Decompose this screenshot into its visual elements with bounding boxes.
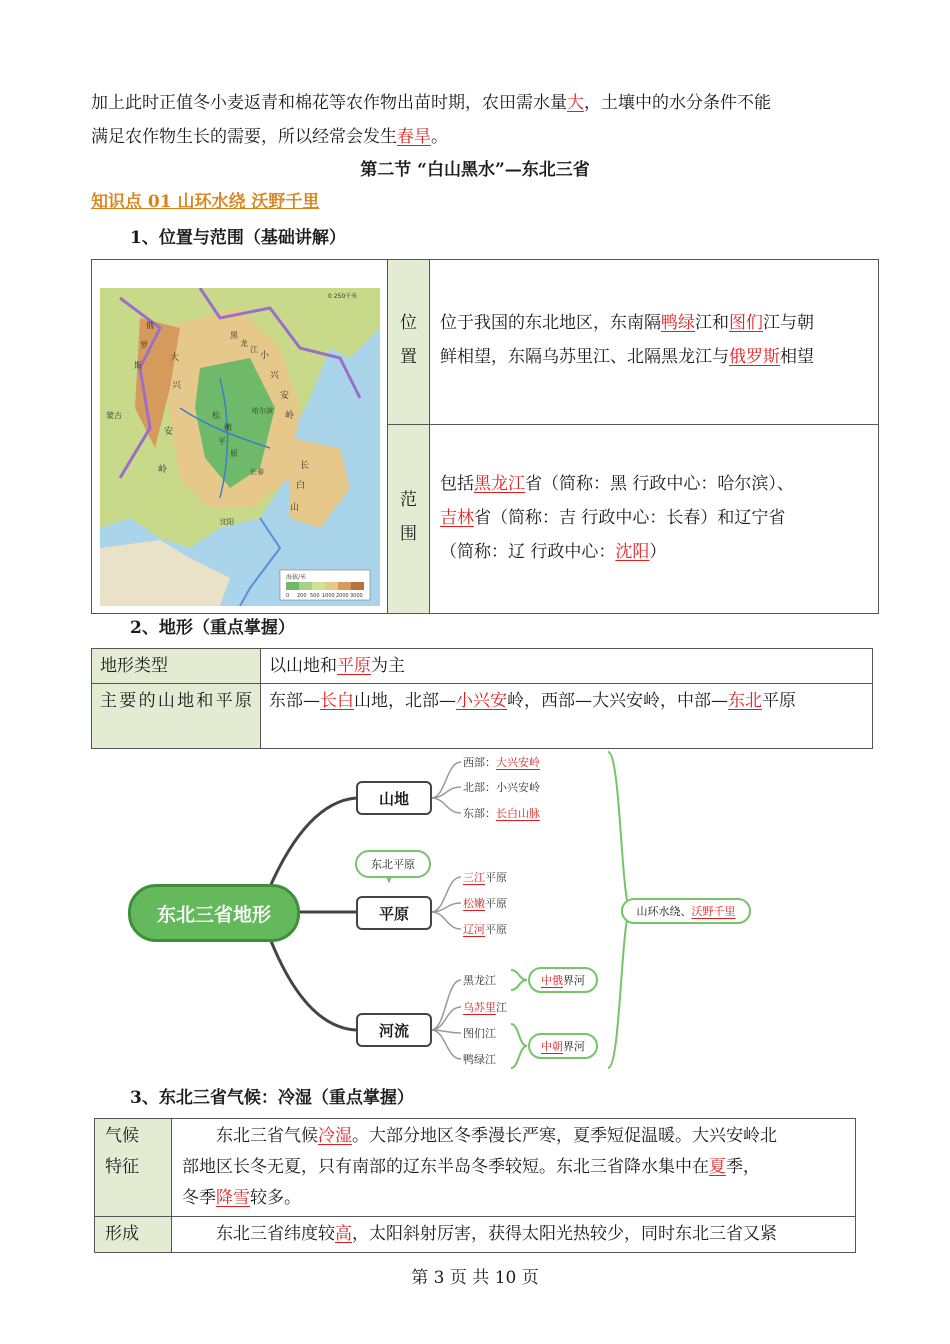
range-label-cell <box>387 424 430 614</box>
svg-text:岭: 岭 <box>158 465 168 475</box>
range-line-1: 包括黑龙江省（简称：黑 行政中心：哈尔滨）、 <box>440 474 794 494</box>
svg-text:蒙古: 蒙古 <box>106 411 122 420</box>
svg-text:嫩: 嫩 <box>224 423 232 432</box>
river-leaf-tumen: 图们江 <box>463 1027 496 1040</box>
terrain-type-label: 地形类型 <box>92 649 261 684</box>
svg-text:平: 平 <box>218 437 226 446</box>
mindmap-node-river: 河流 <box>356 1013 432 1047</box>
range-label: 范 围 <box>400 490 417 544</box>
mountain-leaf-north: 北部：小兴安岭 <box>463 781 540 794</box>
climate-formation-label: 形成 <box>95 1217 172 1253</box>
range-line-2: 吉林省（简称：吉 行政中心：长春）和辽宁省 <box>440 508 786 528</box>
location-line-2: 鲜相望，东隔乌苏里江、北隔黑龙江与俄罗斯相望 <box>440 347 814 367</box>
svg-text:沈阳: 沈阳 <box>220 518 234 526</box>
border-river-china-korea: 中朝 界河 <box>528 1033 598 1059</box>
location-label: 位 置 <box>400 313 417 367</box>
svg-text:江: 江 <box>250 345 258 354</box>
section-title: 第二节 “白山黑水”—东北三省 <box>360 160 590 180</box>
svg-text:3000: 3000 <box>350 593 363 599</box>
svg-text:长: 长 <box>300 461 310 471</box>
plain-leaf-liaohe: 辽河平原 <box>463 923 507 936</box>
terrain-type-value: 以山地和平原为主 <box>261 649 873 684</box>
intro-line-1: 加上此时正值冬小麦返青和棉花等农作物出苗时期，农田需水量大，土壤中的水分条件不能 <box>91 93 771 113</box>
svg-text:200: 200 <box>297 593 307 599</box>
sub-heading-climate: 3、东北三省气候：冷湿（重点掌握） <box>130 1088 414 1108</box>
mountain-leaf-west: 西部：大兴安岭 <box>463 756 540 769</box>
northeast-map <box>100 288 380 606</box>
sub-heading-location: 1、位置与范围（基础讲解） <box>130 228 346 248</box>
mindmap-node-mountain: 山地 <box>356 781 432 815</box>
svg-text:黑: 黑 <box>230 331 238 340</box>
climate-feature-value: 东北三省气候冷湿。大部分地区冬季漫长严寒，夏季短促温暖。大兴安岭北 部地区长冬无夏，只有南部的辽东半岛冬季较短。东北三省降水集中在夏季， 冬季降雪较多。 <box>172 1119 856 1217</box>
svg-text:原: 原 <box>230 449 238 458</box>
climate-feature-label: 气候 特征 <box>95 1119 172 1217</box>
location-table <box>91 259 879 614</box>
mindmap-root: 东北三省地形 <box>128 884 300 942</box>
range-line-3: （简称：辽 行政中心：沈阳） <box>440 542 667 562</box>
svg-text:俄: 俄 <box>146 321 154 330</box>
svg-text:2000: 2000 <box>336 593 349 599</box>
terrain-table <box>91 648 873 749</box>
range-content-cell <box>429 424 879 614</box>
terrain-row-main <box>92 684 873 749</box>
mindmap-node-plain: 平原 <box>356 896 432 930</box>
svg-text:安: 安 <box>164 427 174 437</box>
svg-text:0 250千米: 0 250千米 <box>328 293 358 300</box>
location-line-1: 位于我国的东北地区，东南隔鸭绿江和图们江与朝 <box>440 313 814 333</box>
river-leaf-heilongjiang: 黑龙江 <box>463 974 496 987</box>
svg-text:1000: 1000 <box>322 593 335 599</box>
svg-text:岭: 岭 <box>285 411 295 421</box>
location-content-cell <box>429 259 879 425</box>
map-cell <box>91 259 388 614</box>
terrain-main-label: 主要的山地和平原 <box>92 684 261 749</box>
sub-heading-terrain: 2、地形（重点掌握） <box>130 618 295 638</box>
river-leaf-yalu: 鸭绿江 <box>463 1053 496 1066</box>
svg-text:小: 小 <box>260 351 270 361</box>
terrain-mindmap <box>91 746 873 1080</box>
border-river-china-russia: 中俄 界河 <box>528 967 598 993</box>
svg-text:松: 松 <box>212 411 220 420</box>
svg-text:龙: 龙 <box>240 339 248 348</box>
climate-row-formation <box>95 1217 856 1253</box>
climate-row-feature <box>95 1119 856 1217</box>
svg-text:500: 500 <box>310 593 320 599</box>
svg-text:罗: 罗 <box>140 341 148 350</box>
svg-text:哈尔滨: 哈尔滨 <box>252 407 273 415</box>
intro-line-2: 满足农作物生长的需要，所以经常会发生春旱。 <box>91 127 448 147</box>
plain-leaf-sanjiang: 三江平原 <box>463 871 507 884</box>
terrain-row-type <box>92 649 873 684</box>
svg-text:斯: 斯 <box>134 361 142 370</box>
svg-text:白: 白 <box>296 481 306 491</box>
svg-text:兴: 兴 <box>172 381 182 391</box>
river-leaf-wusuli: 乌苏里江 <box>463 1001 507 1014</box>
mountain-leaf-east: 东部：长白山脉 <box>463 807 540 820</box>
svg-text:海拔/米: 海拔/米 <box>286 574 307 581</box>
mindmap-summary: 山环水绕、 沃野千里 <box>621 898 751 924</box>
svg-text:安: 安 <box>280 391 290 401</box>
plain-leaf-songnen: 松嫩平原 <box>463 897 507 910</box>
svg-text:长春: 长春 <box>250 468 264 476</box>
climate-formation-value: 东北三省纬度较高，太阳斜射厉害，获得太阳光热较少，同时东北三省又紧 <box>172 1217 856 1253</box>
svg-text:大: 大 <box>170 353 180 363</box>
svg-text:兴: 兴 <box>270 371 280 381</box>
climate-table <box>94 1118 856 1253</box>
svg-text:山: 山 <box>290 503 300 513</box>
plain-bubble: 东北平原 <box>355 850 431 878</box>
terrain-main-value: 东部—长白山地，北部—小兴安岭，西部—大兴安岭，中部—东北平原 <box>261 684 873 749</box>
knowledge-point-heading: 知识点 01 山环水绕 沃野千里 <box>91 192 320 212</box>
page-footer: 第 3 页 共 10 页 <box>411 1268 539 1288</box>
location-label-cell <box>387 259 430 425</box>
svg-text:0: 0 <box>286 593 290 599</box>
